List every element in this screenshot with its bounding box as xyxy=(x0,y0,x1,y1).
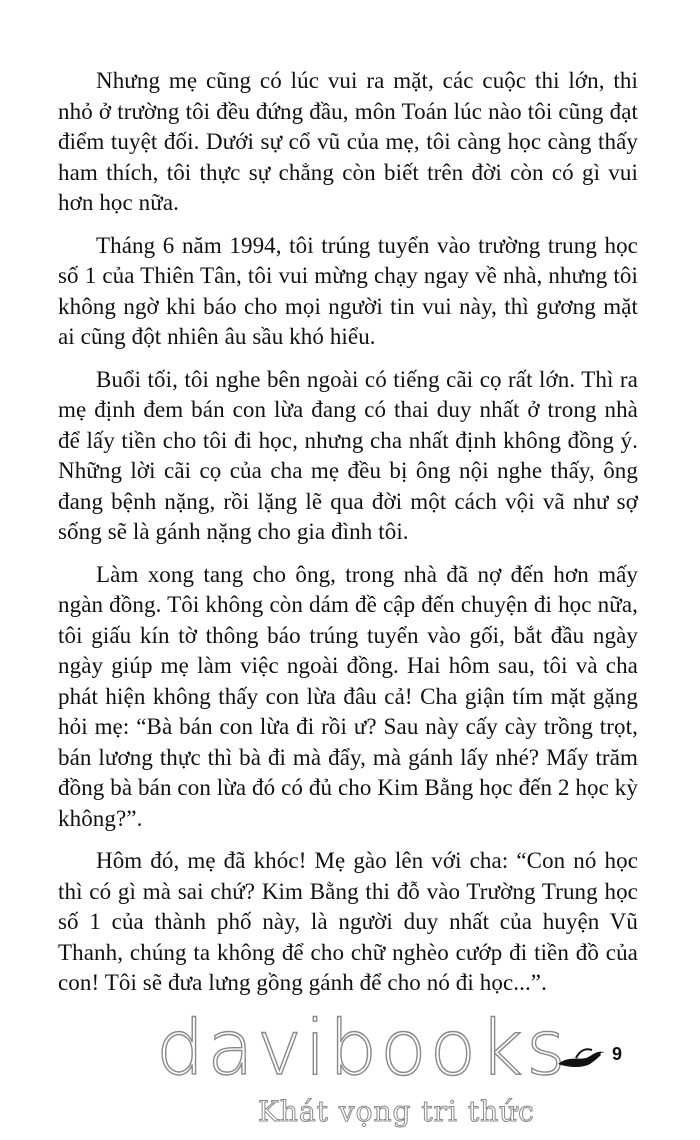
paragraph-3: Buổi tối, tôi nghe bên ngoài có tiếng cãi cọ rất lớn. Thì ra mẹ định đem bán con lừa đang có thai duy nhất ở trong nhà để lấy tiền cho tôi đi học, nhưng cha nhất định không đồng ý. Những lời cãi cọ của cha mẹ đều bị ông nội nghe thấy, ông đang bệnh nặng, rồi lặng lẽ qua đời một cách vội vã như sợ sống sẽ là gánh nặng cho gia đình tôi. xyxy=(58,366,638,544)
brand-watermark: davibooks xyxy=(156,1003,569,1092)
brand-tagline: Khát vọng tri thức xyxy=(258,1095,535,1128)
paragraph-1: Nhưng mẹ cũng có lúc vui ra mặt, các cuộc thi lớn, thi nhỏ ở trường tôi đều đứng đầu, môn Toán lúc nào tôi cũng đạt điểm tuyệt đối. Dưới sự cổ vũ của mẹ, tôi càng học càng thấy ham thích, tôi thực sự chẳng còn biết trên đời còn có gì vui hơn học nữa. xyxy=(58,68,638,215)
paragraph-4: Làm xong tang cho ông, trong nhà đã nợ đến hơn mấy ngàn đồng. Tôi không còn dám đề cập đến chuyện đi học nữa, tôi giấu kín tờ thông báo trúng tuyển vào gối, bắt đầu ngày ngày giúp mẹ làm việc ngoài đồng. Hai hôm sau, tôi và cha phát hiện không thấy con lừa đâu cả! Cha giận tím mặt gặng hỏi mẹ: “Bà bán con lừa đi rồi ư? Sau này cấy cày trồng trọt, bán lương thực thì bà đi mà đẩy, mà gánh lấy nhé? Mấy trăm đồng bà bán con lừa đó có đủ cho Kim Bằng học đến 2 học kỳ không?”. xyxy=(58,561,638,831)
paragraph-5: Hôm đó, mẹ đã khóc! Mẹ gào lên với cha: “Con nó học thì có gì mà sai chứ? Kim Bằng thi đỗ vào Trường Trung học số 1 của thành phố này, là người duy nhất của huyện Vũ Thanh, chúng ta không để cho chữ nghèo cướp đi tiền đồ của con! Tôi sẽ đưa lưng gồng gánh để cho nó đi học...”. xyxy=(58,848,638,995)
paragraph-2: Tháng 6 năm 1994, tôi trúng tuyển vào trường trung học số 1 của Thiên Tân, tôi vui mừng chạy ngay về nhà, nhưng tôi không ngờ khi báo cho mọi người tin vui này, thì gương mặt ai cũng đột nhiên âu sầu khó hiểu. xyxy=(58,232,638,349)
page-body xyxy=(58,66,638,1011)
bird-ornament-icon xyxy=(556,1044,616,1074)
page-number: 9 xyxy=(612,1044,623,1064)
